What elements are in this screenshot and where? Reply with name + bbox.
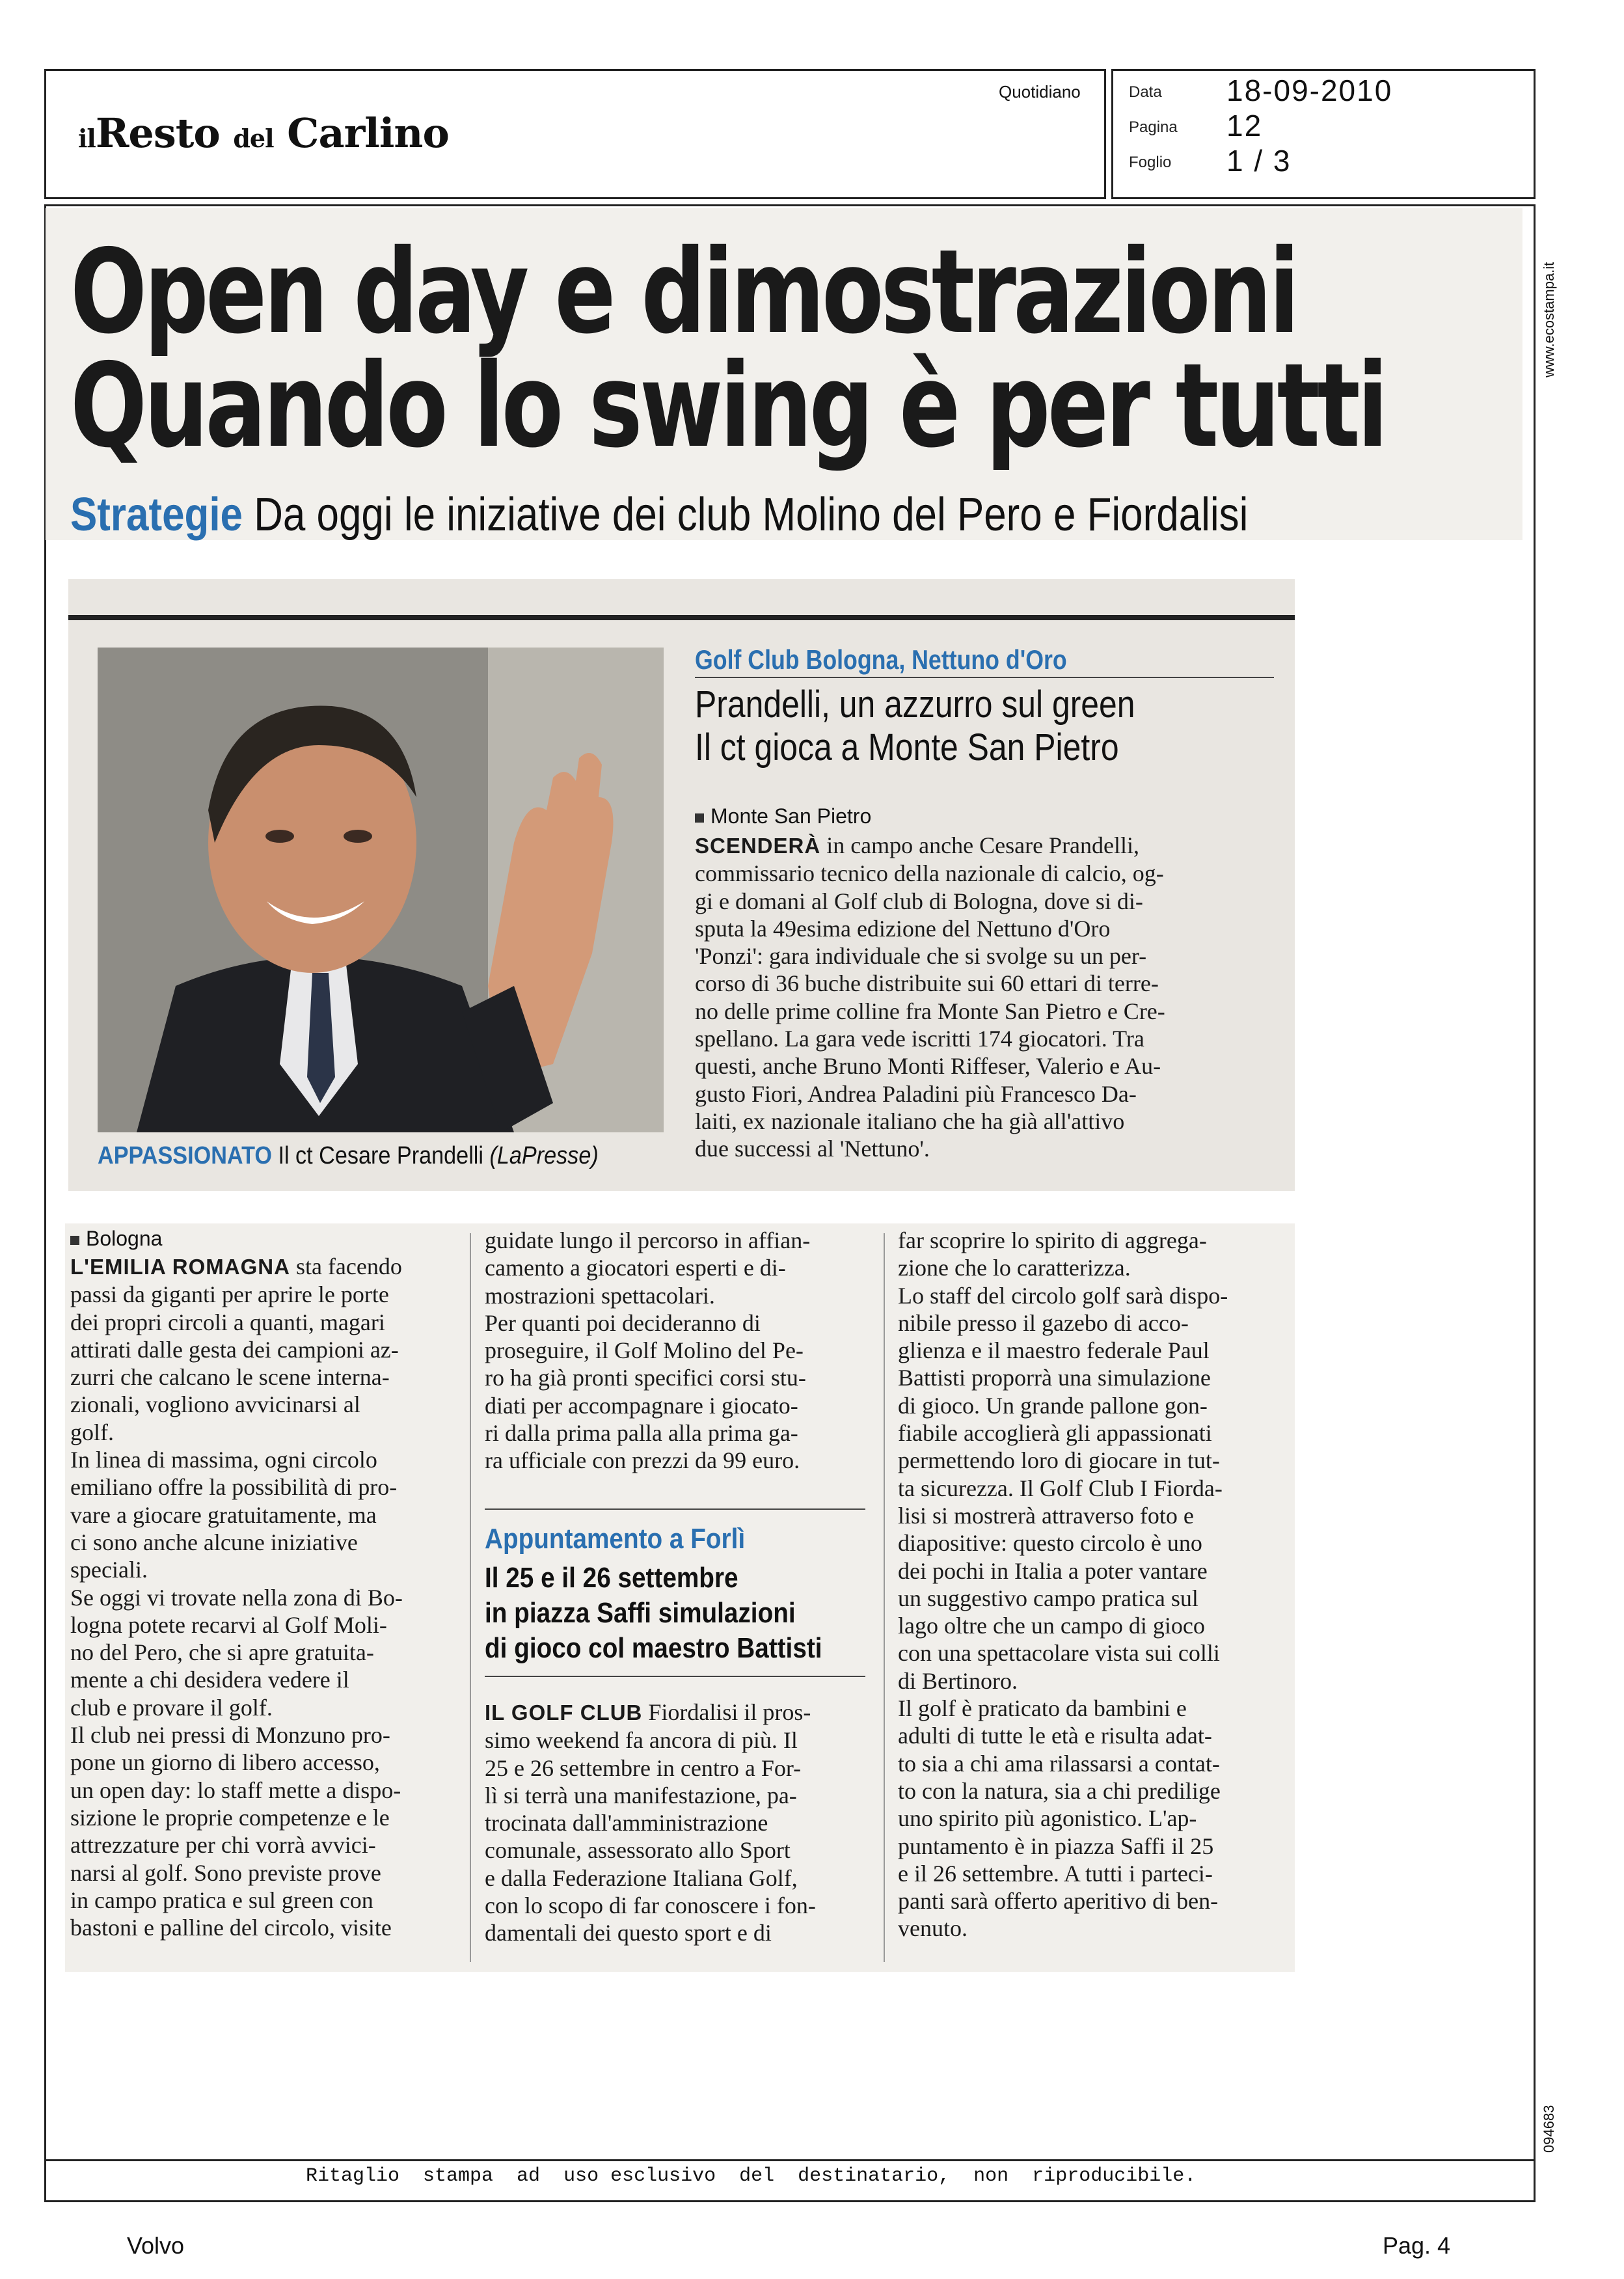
col3-line: dei pochi in Italia a poter vantare	[898, 1557, 1208, 1584]
col3-line: panti sarà offerto aperitivo di ben-	[898, 1888, 1219, 1915]
col2-line: ra ufficiale con prezzi da 99 euro.	[485, 1447, 800, 1474]
col1-line: pone un giorno di libero accesso,	[70, 1749, 380, 1776]
col3-line: nibile presso il gazebo di acco-	[898, 1309, 1189, 1336]
box-title	[695, 683, 1135, 769]
col3-line: con una spettacolare vista sui colli	[898, 1640, 1220, 1667]
col1-line: attrezzature per chi vorrà avvici-	[70, 1832, 376, 1859]
col2-line: lì si terrà una manifestazione, pa-	[485, 1782, 797, 1808]
col1-line: zionali, vogliono avvicinarsi al	[70, 1391, 360, 1418]
box-line: spellano. La gara vede iscritti 174 giocatori. Tra	[695, 1026, 1144, 1052]
box-line: gusto Fiori, Andrea Paladini più Francesco Da-	[695, 1080, 1137, 1107]
col1-line: in campo pratica e sul green con	[70, 1887, 373, 1913]
box-kicker: Golf Club Bologna, Nettuno d'Oro	[695, 644, 1067, 675]
col3-line: adulti di tutte le età e risulta adat-	[898, 1723, 1212, 1749]
photo-caption	[98, 1142, 599, 1170]
bullet-square-icon	[695, 813, 704, 823]
col1-line: mente a chi desidera vedere il	[70, 1667, 349, 1693]
box-line: gi e domani al Golf club di Bologna, dove si di-	[695, 888, 1143, 914]
col1-line: un open day: lo staff mette a dispo-	[70, 1777, 401, 1803]
forli-top-rule	[485, 1508, 865, 1510]
box-line: laiti, ex nazionale italiano che ha già all'attivo	[695, 1108, 1125, 1134]
col2-line: mostrazioni spettacolari.	[485, 1282, 715, 1309]
col3-line: to con la natura, sia a chi predilige	[898, 1777, 1221, 1804]
col2-lead: IL GOLF CLUB	[485, 1700, 643, 1725]
col3-line: puntamento è in piazza Saffi il 25	[898, 1833, 1214, 1859]
col1-line: no del Pero, che si apre gratuita-	[70, 1639, 374, 1666]
box-location	[695, 804, 871, 828]
col1-line: In linea di massima, ogni circolo	[70, 1447, 377, 1473]
col1-line: bastoni e palline del circolo, visite	[70, 1915, 392, 1941]
col3-line: Il golf è praticato da bambini e	[898, 1695, 1187, 1722]
col2-line: simo weekend fa ancora di più. Il	[485, 1727, 798, 1754]
sidebar-box-rule	[68, 615, 1295, 620]
meta-label-pagina: Pagina	[1129, 118, 1178, 136]
col2-body-bottom	[485, 1699, 865, 1947]
box-line: commissario tecnico della nazionale di calcio, og-	[695, 860, 1164, 887]
col3-line: ta sicurezza. Il Golf Club I Fiorda-	[898, 1475, 1223, 1501]
col2-line: comunale, assessorato allo Sport	[485, 1837, 791, 1864]
box-kicker-rule	[695, 677, 1274, 678]
col3-line: far scoprire lo spirito di aggrega-	[898, 1227, 1207, 1253]
col3-line: di Bertinoro.	[898, 1667, 1018, 1694]
box-location-text: Monte San Pietro	[710, 804, 872, 828]
box-lead: SCENDERÀ	[695, 834, 821, 858]
col3-line: to sia a chi ama rilassarsi a contat-	[898, 1750, 1220, 1777]
col1-line: narsi al golf. Sono previste prove	[70, 1859, 381, 1886]
col1-line: Il club nei pressi di Monzuno pro-	[70, 1722, 390, 1749]
caption-label: APPASSIONATO	[98, 1142, 272, 1169]
box-line: sputa la 49esima edizione del Nettuno d'Oro	[695, 915, 1111, 942]
col3-line: uno spirito più agonistico. L'ap-	[898, 1805, 1197, 1832]
col3-line: di gioco. Un grande pallone gon-	[898, 1392, 1208, 1419]
col1-line: passi da giganti per aprire le porte	[70, 1281, 389, 1308]
col3-line: Battisti proporrà una simulazione	[898, 1365, 1211, 1391]
col3-line: e il 26 settembre. A tutti i parteci-	[898, 1860, 1213, 1887]
meta-value-pagina: 12	[1226, 109, 1263, 143]
box-line: no delle prime colline fra Monte San Pietro e Cre-	[695, 998, 1165, 1024]
col1-lead: L'EMILIA ROMAGNA	[70, 1255, 290, 1279]
headline-line-2: Quando lo swing è per tutti	[70, 338, 1385, 473]
column-divider	[884, 1233, 885, 1962]
col2-line: damentali dei questo sport e di	[485, 1920, 772, 1946]
strap-text: Da oggi le iniziative dei club Molino del Pero e Fiordalisi	[254, 489, 1249, 541]
forli-headline-line: Il 25 e il 26 settembre	[485, 1562, 738, 1594]
newspaper-logo	[78, 109, 449, 157]
side-code: 094683	[1541, 2105, 1557, 2153]
col1-line-text: sta facendo	[295, 1253, 402, 1279]
logo-carlino: Carlino	[287, 109, 449, 157]
col2-line: ri dalla prima palla alla prima ga-	[485, 1420, 798, 1447]
caption-text: Il ct Cesare Prandelli	[278, 1142, 483, 1169]
col2-body-top	[485, 1227, 865, 1475]
col3-line: glienza e il maestro federale Paul	[898, 1337, 1210, 1364]
strapline	[70, 488, 1248, 541]
logo-resto: Resto	[95, 109, 220, 157]
col2-line: guidate lungo il percorso in affian-	[485, 1227, 811, 1253]
col3-body	[898, 1227, 1279, 1943]
forli-headline	[485, 1561, 822, 1666]
col1-line: logna potete recarvi al Golf Moli-	[70, 1611, 387, 1638]
bullet-square-icon	[70, 1236, 79, 1245]
col2-line: Per quanti poi decideranno di	[485, 1309, 761, 1336]
col1-line: sizione le proprie competenze e le	[70, 1804, 390, 1831]
box-title-line-2: Il ct gioca a Monte San Pietro	[695, 726, 1119, 769]
col1-line: golf.	[70, 1419, 114, 1445]
meta-value-foglio: 1 / 3	[1226, 144, 1292, 178]
portrait-illustration	[98, 648, 664, 1132]
box-line: due successi al 'Nettuno'.	[695, 1136, 930, 1162]
footer-client: Volvo	[127, 2232, 185, 2259]
col2-line: trocinata dall'amministrazione	[485, 1810, 768, 1836]
headline-line-1: Open day e dimostrazioni	[70, 225, 1297, 359]
col2-line: proseguire, il Golf Molino del Pe-	[485, 1337, 804, 1364]
col1-line: emiliano offre la possibilità di pro-	[70, 1474, 398, 1501]
col3-line: permettendo loro di giocare in tut-	[898, 1447, 1220, 1474]
photo-cesare-prandelli	[98, 648, 664, 1132]
meta-label-data: Data	[1129, 83, 1162, 101]
col3-line: lisi si mostrerà attraverso foto e	[898, 1502, 1194, 1529]
col2-line: 25 e 26 settembre in centro a For-	[485, 1754, 802, 1781]
col1-line	[70, 1253, 451, 1281]
box-title-line-1: Prandelli, un azzurro sul green	[695, 683, 1135, 726]
col2-line: e dalla Federazione Italiana Golf,	[485, 1864, 798, 1891]
col2-line: ro ha già pronti specifici corsi stu-	[485, 1365, 806, 1391]
strap-kicker: Strategie	[70, 489, 243, 541]
col1-line: attirati dalle gesta dei campioni az-	[70, 1336, 399, 1363]
box-line: 'Ponzi': gara individuale che si svolge su un per-	[695, 943, 1147, 970]
box-line	[695, 832, 1248, 860]
col3-line: venuto.	[898, 1915, 968, 1942]
forli-headline-line: di gioco col maestro Battisti	[485, 1632, 822, 1664]
reproduction-disclaimer: Ritaglio stampa ad uso esclusivo del destinatario, non riproducibile.	[306, 2165, 1197, 2187]
col3-line: fiabile accoglierà gli appassionati	[898, 1420, 1212, 1447]
col3-line: zione che lo caratterizza.	[898, 1255, 1131, 1281]
col2-line	[485, 1699, 865, 1726]
col2-line: camento a giocatori esperti e di-	[485, 1255, 786, 1281]
meta-value-data: 18-09-2010	[1226, 74, 1393, 107]
col1-line: Se oggi vi trovate nella zona di Bo-	[70, 1584, 403, 1611]
logo-del: del	[233, 124, 274, 153]
side-url: www.ecostampa.it	[1541, 262, 1557, 377]
box-line: questi, anche Bruno Monti Riffeser, Valerio e Au-	[695, 1053, 1161, 1080]
col1-line: vare a giocare gratuitamente, ma	[70, 1501, 377, 1528]
col2-line-text: Fiordalisi il pros-	[648, 1699, 811, 1725]
col2-line: diati per accompagnare i giocato-	[485, 1392, 798, 1419]
col1-line: ci sono anche alcune iniziative	[70, 1529, 358, 1555]
forli-kicker: Appuntamento a Forlì	[485, 1523, 746, 1555]
col1-line: dei propri circoli a quanti, magari	[70, 1309, 385, 1335]
col3-line: lago oltre che un campo di gioco	[898, 1613, 1205, 1639]
column-divider	[470, 1233, 471, 1962]
logo-il: il	[78, 124, 96, 153]
col1-line: club e provare il golf.	[70, 1694, 273, 1721]
forli-headline-line: in piazza Saffi simulazioni	[485, 1597, 796, 1629]
caption-credit: (LaPresse)	[489, 1142, 599, 1169]
col3-line: un suggestivo campo pratica sul	[898, 1585, 1198, 1611]
col1-body	[70, 1253, 451, 1941]
col1-line: speciali.	[70, 1557, 148, 1583]
forli-bottom-rule	[485, 1676, 865, 1677]
publication-type: Quotidiano	[999, 82, 1081, 102]
box-line-text: in campo anche Cesare Prandelli,	[826, 832, 1140, 858]
col1-location	[70, 1227, 162, 1251]
col1-line: zurri che calcano le scene interna-	[70, 1364, 390, 1391]
meta-label-foglio: Foglio	[1129, 154, 1172, 171]
col3-line: Lo staff del circolo golf sarà dispo-	[898, 1282, 1228, 1309]
box-line: corso di 36 buche distribuite sui 60 ettari di terre-	[695, 970, 1159, 997]
footer-page-number: Pag. 4	[1383, 2232, 1451, 2259]
col3-line: diapositive: questo circolo è uno	[898, 1530, 1202, 1557]
box-body	[695, 832, 1248, 1163]
col1-location-text: Bologna	[86, 1227, 163, 1250]
col2-line: con lo scopo di far conoscere i fon-	[485, 1892, 816, 1919]
footer-divider	[44, 2159, 1536, 2161]
